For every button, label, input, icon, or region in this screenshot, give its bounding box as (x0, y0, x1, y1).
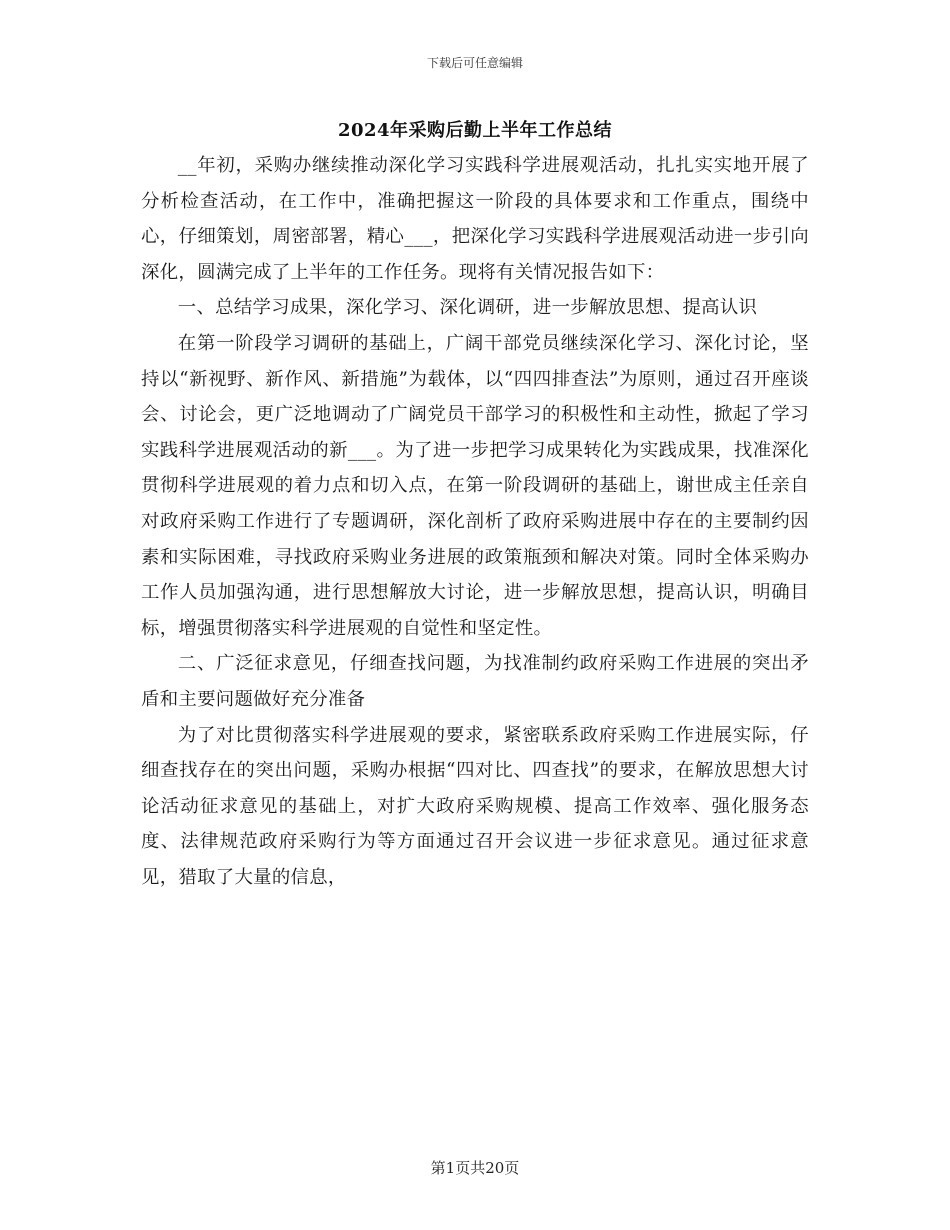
paragraph-intro: __年初，采购办继续推动深化学习实践科学进展观活动，扎扎实实地开展了分析检查活动，在工作中，准确把握这一阶段的具体要求和工作重点，围绕中心，仔细策划，周密部署，精心___，把深化学习实践科学进展观活动进一步引向深化，圆满完成了上半年的工作任务。现将有关情况报告如下： (141, 155, 809, 283)
section-heading-1: 一、总结学习成果，深化学习、深化调研，进一步解放思想、提高认识 (177, 297, 758, 319)
paragraph-section-1: 在第一阶段学习调研的基础上，广阔干部党员继续深化学习、深化讨论，坚持以“新视野、新作风、新措施”为载体，以“四四排查法”为原则，通过召开座谈会、讨论会，更广泛地调动了广阔党员干部学习的积极性和主动性，掀起了学习实践科学进展观活动的新___。为了进一步把学习成果转化为实践成果，找准深化贯彻科学进展观的着力点和切入点，在第一阶段调研的基础上，谢世成主任亲自对政府采购工作进行了专题调研，深化剖析了政府采购进展中存在的主要制约因素和实际困难，寻找政府采购业务进展的政策瓶颈和解决对策。同时全体采购办工作人员加强沟通，进行思想解放大讨论，进一步解放思想，提高认识，明确目标，增强贯彻落实科学进展观的自觉性和坚定性。 (141, 332, 809, 639)
header-note: 下载后可任意编辑 (426, 56, 523, 70)
section-heading-2: 二、广泛征求意见，仔细查找问题，为找准制约政府采购工作进展的突出矛盾和主要问题做好充分准备 (141, 653, 809, 710)
page-footer: 第1页共20页 (430, 1159, 520, 1177)
document-title: 2024年采购后勤上半年工作总结 (337, 120, 613, 141)
document-body (141, 148, 809, 895)
paragraph-section-2: 为了对比贯彻落实科学进展观的要求，紧密联系政府采购工作进展实际，仔细查找存在的突出问题，采购办根据“四对比、四查找”的要求，在解放思想大讨论活动征求意见的基础上，对扩大政府采购规模、提高工作效率、强化服务态度、法律规范政府采购行为等方面通过召开会议进一步征求意见。通过征求意见，猎取了大量的信息， (141, 724, 809, 888)
